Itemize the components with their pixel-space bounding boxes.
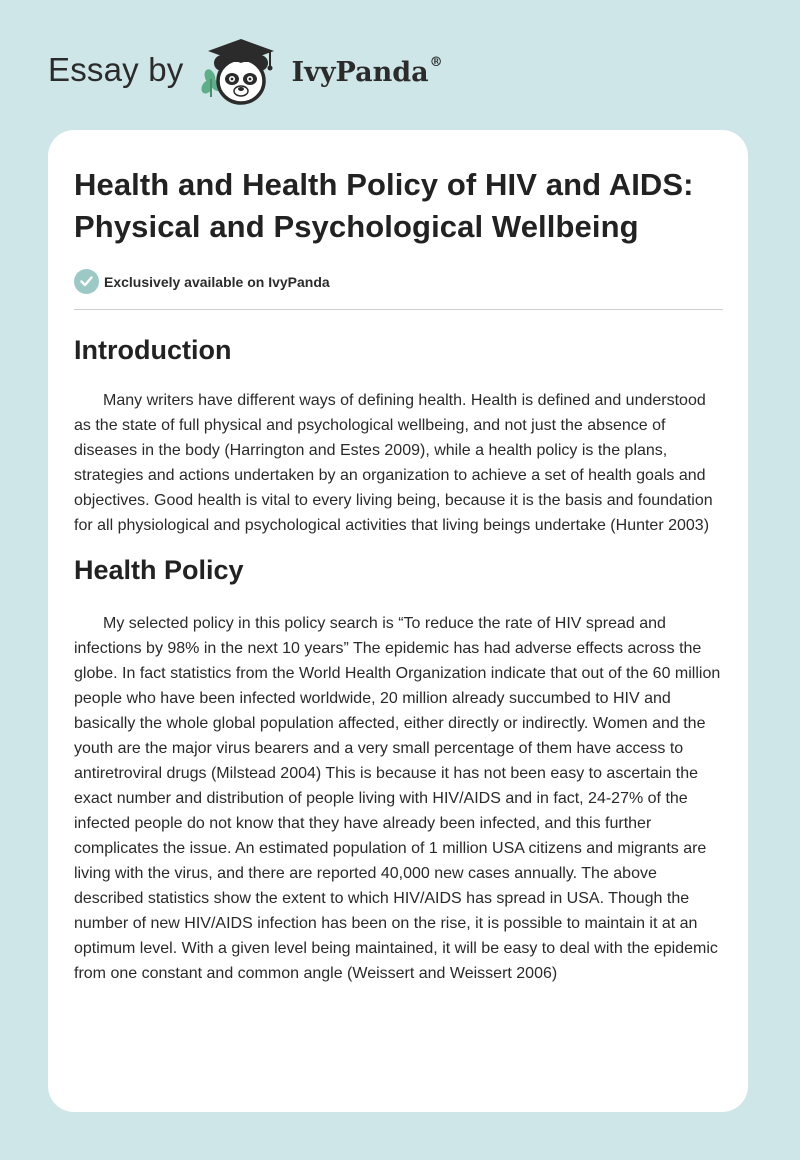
ivypanda-logo[interactable] (198, 33, 443, 107)
essay-card (48, 130, 748, 1112)
brand-name: IvyPanda® (291, 54, 443, 88)
exclusive-badge (74, 269, 723, 294)
exclusive-label: Exclusively available on IvyPanda (104, 273, 330, 290)
introduction-paragraph: Many writers have different ways of defining health. Health is defined and understood as the state of full physical and psychological wellbeing, and not just the absence of diseases in the body (Harrington and Estes 2009), while a health policy is the plans, strategies and actions undertaken by an organization to achieve a set of health goals and objectives. Good health is vital to every living being, because it is the basis and foundation for all physiological and psychological activities that living beings undertake (Hunter 2003) (74, 392, 713, 534)
registered-mark: ® (429, 54, 443, 70)
section-heading-health-policy: Health Policy (74, 555, 244, 585)
essay-by-label: Essay by (48, 51, 184, 88)
site-header (48, 30, 443, 110)
panda-mascot-icon (198, 33, 284, 107)
divider (74, 309, 723, 310)
health-policy-paragraph: My selected policy in this policy search is “To reduce the rate of HIV spread and infections by 98% in the next 10 years” The epidemic has had adverse effects across the globe. In fact statistics from the World Health Organization indicate that out of the 60 million people who have been infected worldwide, 20 million already succumbed to HIV and basically the whole global population affected, either directly or indirectly. Women and the youth are the major virus bearers and a very small percentage of them have access to antiretroviral drugs (Milstead 2004) This is because it has not been easy to ascertain the exact number and distribution of people living with HIV/AIDS and in fact, 24-27% of the infected people do not know that they have already been infected, and this further complicates the issue. An estimated population of 1 million USA citizens and migrants are living with the virus, and there are reported 40,000 new cases annually. The above described statistics show the extent to which HIV/AIDS has spread in USA. Though the number of new HIV/AIDS infection has been on the rise, it is possible to maintain it at an optimum level. With a given level being maintained, it will be easy to deal with the epidemic from one constant and common angle (Weissert and Weissert 2006) (74, 615, 721, 982)
check-circle-icon (74, 269, 99, 294)
essay-title: Health and Health Policy of HIV and AIDS: Physical and Psychological Wellbeing (74, 167, 694, 244)
section-heading-introduction: Introduction (74, 335, 232, 365)
